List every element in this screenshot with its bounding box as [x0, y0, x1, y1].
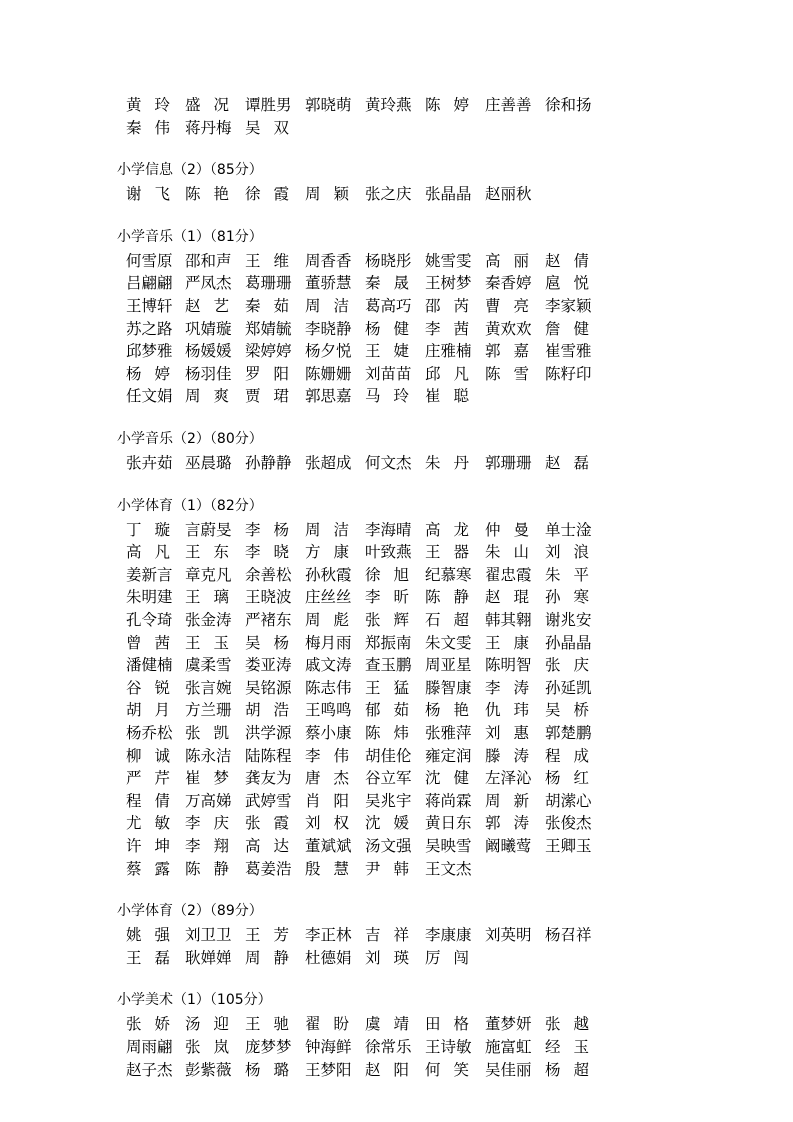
person-name: 李茜	[425, 319, 469, 338]
person-name: 葛高巧	[365, 297, 412, 315]
person-name: 朱平	[545, 565, 589, 584]
person-name: 杨超	[545, 1060, 589, 1079]
person-name: 洪学源	[245, 724, 292, 742]
person-name: 徐和扬	[545, 96, 592, 114]
person-name: 张庆	[545, 656, 589, 675]
person-name: 高达	[245, 837, 289, 855]
person-name: 赵磊	[545, 454, 589, 472]
person-name: 巫晨璐	[185, 454, 232, 472]
person-name: 王婕	[365, 342, 409, 361]
person-name: 刘浪	[545, 543, 589, 562]
person-name: 李晓静	[305, 319, 352, 338]
person-name: 经玉	[545, 1038, 589, 1056]
person-name: 郁茹	[365, 701, 409, 720]
person-name: 邵和声	[185, 251, 232, 270]
person-name: 高龙	[425, 520, 469, 539]
person-name: 吴桥	[545, 701, 589, 720]
person-name: 任文娟	[126, 387, 173, 406]
person-name: 王晓波	[245, 588, 292, 607]
person-name: 朱丹	[425, 454, 469, 472]
person-name: 董斌斌	[305, 837, 352, 855]
person-name: 谢兆安	[545, 611, 592, 629]
person-name: 唐杰	[305, 769, 349, 788]
person-name: 汤迎	[185, 1015, 229, 1034]
person-name: 崔雪雅	[545, 342, 592, 361]
person-name: 杨召祥	[545, 926, 592, 945]
person-name: 雍定润	[425, 746, 472, 765]
person-name: 陈炜	[365, 724, 409, 742]
person-name: 李杨	[245, 520, 289, 539]
person-name: 徐常乐	[365, 1038, 412, 1056]
person-name: 翟盼	[305, 1015, 349, 1034]
person-name: 阚曦莺	[485, 837, 532, 855]
person-name: 滕涛	[485, 746, 529, 765]
person-name: 谷锐	[126, 678, 170, 697]
person-name: 张岚	[185, 1038, 229, 1056]
person-name: 吴映雪	[425, 837, 472, 855]
person-name: 程倩	[126, 791, 170, 810]
person-name: 蒋尚霖	[425, 791, 472, 810]
person-name: 梁婷婷	[245, 342, 292, 361]
person-name: 葛姜浩	[245, 859, 292, 878]
person-name: 陈艳	[185, 185, 229, 204]
person-name: 王维	[245, 251, 289, 270]
person-name: 王猛	[365, 678, 409, 697]
person-name: 戚文涛	[305, 656, 352, 675]
person-name: 秦香婷	[485, 274, 532, 293]
person-name: 梅月雨	[305, 633, 352, 652]
person-name: 余善松	[245, 565, 292, 584]
person-name: 刘苗苗	[365, 364, 412, 383]
person-name: 赵艺	[185, 297, 229, 315]
person-name: 王驰	[245, 1015, 289, 1034]
person-name: 胡月	[126, 701, 170, 720]
person-name: 徐旭	[365, 565, 409, 584]
person-name: 赵倩	[545, 251, 589, 270]
person-name: 何雪原	[126, 251, 173, 270]
person-name: 罗阳	[245, 364, 289, 383]
person-name: 翟忠霞	[485, 565, 532, 584]
person-name: 何文杰	[365, 454, 412, 472]
person-name: 方康	[305, 543, 349, 562]
person-name: 陈雪	[485, 364, 529, 383]
person-name: 郭思嘉	[305, 387, 352, 406]
person-name: 杨婷	[126, 364, 170, 383]
person-name: 周彪	[305, 611, 349, 629]
person-name: 黄日东	[425, 814, 472, 833]
person-name: 蔡小康	[305, 724, 352, 742]
person-name: 李康康	[425, 926, 472, 945]
person-name: 严褚东	[245, 611, 292, 629]
person-name: 葛珊珊	[245, 274, 292, 293]
section-heading: 小学音乐（1）（81分）	[117, 228, 263, 245]
person-name: 王树梦	[425, 274, 472, 293]
person-name: 姚雪雯	[425, 251, 472, 270]
person-name: 虞靖	[365, 1015, 409, 1034]
person-name: 王璃	[185, 588, 229, 607]
person-name: 张越	[545, 1015, 589, 1034]
section-heading: 小学音乐（2）（80分）	[117, 431, 263, 447]
person-name: 单士淦	[545, 520, 592, 539]
person-name: 张霞	[245, 814, 289, 833]
person-name: 王鸣鸣	[305, 701, 352, 720]
person-name: 郭珊珊	[485, 454, 532, 472]
person-name: 杨夕悦	[305, 342, 352, 361]
person-name: 尹韩	[365, 859, 409, 878]
person-name: 王器	[425, 543, 469, 562]
person-name: 杨羽佳	[185, 364, 232, 383]
person-name: 周爽	[185, 387, 229, 406]
person-name: 武婷雪	[245, 791, 292, 810]
person-name: 刘英明	[485, 926, 532, 945]
person-name: 高凡	[126, 543, 170, 562]
person-name: 朱山	[485, 543, 529, 562]
person-name: 周静	[245, 948, 289, 967]
person-name: 郭晓萌	[305, 96, 352, 114]
person-name: 万高娣	[185, 791, 232, 810]
person-name: 王梦阳	[305, 1060, 352, 1079]
person-name: 李庆	[185, 814, 229, 833]
person-name: 曹亮	[485, 297, 529, 315]
person-name: 钟海鲜	[305, 1038, 352, 1056]
person-name: 吴佳丽	[485, 1060, 532, 1079]
person-name: 左泽沁	[485, 769, 532, 788]
person-name: 庄雅楠	[425, 342, 472, 361]
person-name: 苏之路	[126, 319, 173, 338]
person-name: 王文杰	[425, 859, 472, 878]
person-name: 张晶晶	[425, 185, 472, 204]
person-name: 郭涛	[485, 814, 529, 833]
person-name: 厉闯	[425, 948, 469, 967]
person-name: 程成	[545, 746, 589, 765]
person-name: 陈明智	[485, 656, 532, 675]
person-name: 陈姗姗	[305, 364, 352, 383]
person-name: 杨晓彤	[365, 251, 412, 270]
person-name: 杨健	[365, 319, 409, 338]
person-name: 陈籽印	[545, 364, 592, 383]
person-name: 柳诚	[126, 746, 170, 765]
person-name: 孙静静	[245, 454, 292, 472]
person-name: 黄欢欢	[485, 319, 532, 338]
person-name: 施富虹	[485, 1038, 532, 1056]
person-name: 蒋丹梅	[185, 118, 232, 137]
person-name: 刘瑛	[365, 948, 409, 967]
person-name: 周香香	[305, 251, 352, 270]
person-name: 郑婧毓	[245, 319, 292, 338]
person-name: 王诗敏	[425, 1038, 472, 1056]
person-name: 董梦妍	[485, 1015, 532, 1034]
person-name: 吴铭源	[245, 678, 292, 697]
person-name: 秦茹	[245, 297, 289, 315]
person-name: 姜新言	[126, 565, 173, 584]
person-name: 陈静	[425, 588, 469, 607]
person-name: 陆陈程	[245, 746, 292, 765]
person-name: 马玲	[365, 387, 409, 406]
person-name: 赵琨	[485, 588, 529, 607]
person-name: 谭胜男	[245, 96, 292, 114]
person-name: 虞柔雪	[185, 656, 232, 675]
person-name: 朱文雯	[425, 633, 472, 652]
person-name: 庞梦梦	[245, 1038, 292, 1056]
person-name: 李海晴	[365, 520, 412, 539]
person-name: 姚强	[126, 926, 170, 945]
person-name: 周洁	[305, 297, 349, 315]
person-name: 谢飞	[126, 185, 170, 204]
person-name: 吴杨	[245, 633, 289, 652]
person-name: 刘卫卫	[185, 926, 232, 945]
person-name: 赵阳	[365, 1060, 409, 1079]
person-name: 严凤杰	[185, 274, 232, 293]
section-heading: 小学美术（1）（105分）	[117, 992, 272, 1009]
section-heading: 小学体育（2）（89分）	[117, 903, 263, 920]
person-name: 张金涛	[185, 611, 232, 629]
person-name: 纪慕寒	[425, 565, 472, 584]
person-name: 许坤	[126, 837, 170, 855]
person-name: 沈媛	[365, 814, 409, 833]
section-heading: 小学信息（2）（85分）	[117, 162, 263, 179]
person-name: 吉祥	[365, 926, 409, 945]
person-name: 张娇	[126, 1015, 170, 1034]
person-name: 李翔	[185, 837, 229, 855]
person-name: 王康	[485, 633, 529, 652]
person-name: 陈婷	[425, 96, 469, 114]
person-name: 谷立军	[365, 769, 412, 788]
person-name: 胡浩	[245, 701, 289, 720]
person-name: 张凯	[185, 724, 229, 742]
person-name: 叶致燕	[365, 543, 412, 562]
person-name: 高丽	[485, 251, 529, 270]
person-name: 董骄慧	[305, 274, 352, 293]
person-name: 殷慧	[305, 859, 349, 878]
person-name: 赵丽秋	[485, 185, 532, 204]
person-name: 邱梦雅	[126, 342, 173, 361]
person-name: 庄丝丝	[305, 588, 352, 607]
section-heading: 小学体育（1）（82分）	[117, 497, 263, 514]
person-name: 李正林	[305, 926, 352, 945]
person-name: 黄玲	[126, 96, 170, 114]
person-name: 杨乔松	[126, 724, 173, 742]
person-name: 何笑	[425, 1060, 469, 1079]
person-name: 王玉	[185, 633, 229, 652]
person-name: 张辉	[365, 611, 409, 629]
person-name: 扈悦	[545, 274, 589, 293]
person-name: 杜德娟	[305, 948, 352, 967]
person-name: 章克凡	[185, 565, 232, 584]
person-name: 汤文强	[365, 837, 412, 855]
person-name: 孙延凯	[545, 678, 592, 697]
person-name: 娄亚涛	[245, 656, 292, 675]
person-name: 周颖	[305, 185, 349, 204]
person-name: 李涛	[485, 678, 529, 697]
person-name: 王芳	[245, 926, 289, 945]
person-name: 杨璐	[245, 1060, 289, 1079]
person-name: 巩婧璇	[185, 319, 232, 338]
person-name: 陈永洁	[185, 746, 232, 765]
person-name: 孙寒	[545, 588, 589, 607]
person-name: 黄玲燕	[365, 96, 412, 114]
person-name: 吴双	[245, 118, 289, 137]
person-name: 徐霞	[245, 185, 289, 204]
person-name: 李家颖	[545, 297, 592, 315]
person-name: 蔡露	[126, 859, 170, 878]
person-name: 盛况	[185, 96, 229, 114]
person-name: 吕翩翩	[126, 274, 173, 293]
person-name: 言蔚旻	[185, 520, 232, 539]
person-name: 李伟	[305, 746, 349, 765]
person-name: 秦晟	[365, 274, 409, 293]
person-name: 吴兆宇	[365, 791, 412, 810]
person-name: 查玉鹏	[365, 656, 412, 675]
person-name: 孔令琦	[126, 611, 173, 629]
person-name: 沈健	[425, 769, 469, 788]
person-name: 田格	[425, 1015, 469, 1034]
person-name: 周新	[485, 791, 529, 810]
person-name: 崔梦	[185, 769, 229, 788]
person-name: 邱凡	[425, 364, 469, 383]
person-name: 滕智康	[425, 678, 472, 697]
person-name: 郭嘉	[485, 342, 529, 361]
person-name: 方兰珊	[185, 701, 232, 720]
person-name: 胡潆心	[545, 791, 592, 810]
person-name: 丁璇	[126, 520, 170, 539]
person-name: 刘惠	[485, 724, 529, 742]
person-name: 王博轩	[126, 297, 173, 315]
person-name: 王磊	[126, 948, 170, 967]
person-name: 胡佳伦	[365, 746, 412, 765]
person-name: 杨艳	[425, 701, 469, 720]
person-name: 孙晶晶	[545, 633, 592, 652]
person-name: 周洁	[305, 520, 349, 539]
person-name: 仲曼	[485, 520, 529, 539]
person-name: 詹健	[545, 319, 589, 338]
person-name: 李晓	[245, 543, 289, 562]
person-name: 张超成	[305, 454, 352, 472]
person-name: 李昕	[365, 588, 409, 607]
person-name: 肖阳	[305, 791, 349, 810]
person-name: 石超	[425, 611, 469, 629]
person-name: 周雨翩	[126, 1038, 173, 1056]
person-name: 龚友为	[245, 769, 292, 788]
person-name: 张之庆	[365, 185, 412, 204]
person-name: 张卉茹	[126, 454, 173, 472]
person-name: 周亚星	[425, 656, 472, 675]
person-name: 潘健楠	[126, 656, 173, 675]
person-name: 张俊杰	[545, 814, 592, 833]
person-name: 韩其翱	[485, 611, 532, 629]
person-name: 尤敏	[126, 814, 170, 833]
person-name: 陈志伟	[305, 678, 352, 697]
person-name: 贾珺	[245, 387, 289, 406]
person-name: 仇玮	[485, 701, 529, 720]
person-name: 郭楚鹏	[545, 724, 592, 742]
person-name: 严芹	[126, 769, 170, 788]
person-name: 耿婵婵	[185, 948, 232, 967]
person-name: 庄善善	[485, 96, 532, 114]
person-name: 曾茜	[126, 633, 170, 652]
person-name: 秦伟	[126, 118, 170, 137]
person-name: 朱明建	[126, 588, 173, 607]
person-name: 赵子杰	[126, 1060, 173, 1079]
person-name: 彭紫薇	[185, 1060, 232, 1079]
person-name: 杨媛媛	[185, 342, 232, 361]
person-name: 陈静	[185, 859, 229, 878]
person-name: 刘权	[305, 814, 349, 833]
person-name: 郑振南	[365, 633, 412, 652]
person-name: 杨红	[545, 769, 589, 788]
person-name: 王东	[185, 543, 229, 562]
person-name: 张雅萍	[425, 724, 472, 742]
person-name: 王卿玉	[545, 837, 592, 855]
person-name: 孙秋霞	[305, 565, 352, 584]
person-name: 邵芮	[425, 297, 469, 315]
person-name: 崔聪	[425, 387, 469, 406]
person-name: 张言婉	[185, 678, 232, 697]
